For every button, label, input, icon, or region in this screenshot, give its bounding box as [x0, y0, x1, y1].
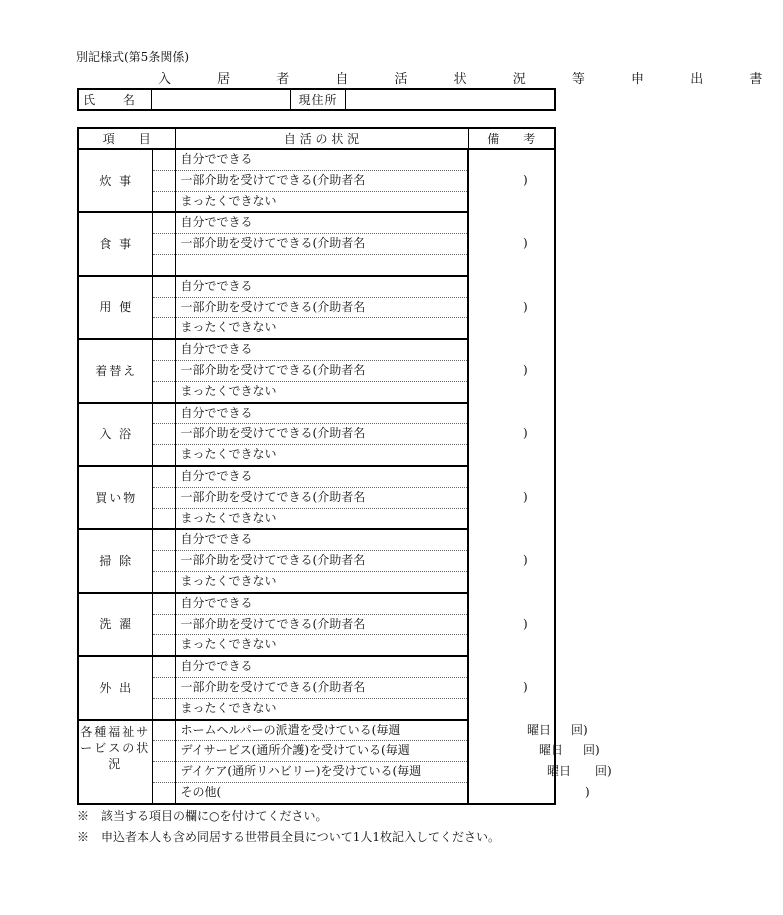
service-option	[175, 720, 588, 741]
partial-assist-text: 一部介助を受けてできる(介助者名	[180, 426, 366, 441]
service-text: その他(	[180, 784, 222, 799]
service-option	[175, 741, 600, 762]
closing-paren: )	[523, 172, 528, 187]
times-label: 回)	[571, 722, 588, 737]
status-option: 自分でできる	[175, 466, 468, 487]
category-label: 洗 濯	[78, 593, 152, 656]
status-option: 自分でできる	[175, 656, 468, 677]
form-reference: 別記様式(第5条関係)	[76, 50, 189, 64]
check-mark-cell[interactable]	[152, 403, 175, 424]
status-option: まったくできない	[175, 445, 468, 466]
check-mark-cell[interactable]	[152, 635, 175, 656]
status-option: まったくできない	[175, 571, 468, 592]
status-option	[175, 360, 528, 381]
partial-assist-text: 一部介助を受けてできる(介助者名	[180, 172, 366, 187]
category-label: 買い物	[78, 466, 152, 529]
closing-paren: )	[523, 616, 528, 631]
remarks-cell[interactable]	[468, 149, 555, 804]
check-mark-cell[interactable]	[152, 508, 175, 529]
column-header-status: 自 活 の 状 況	[175, 128, 468, 149]
partial-assist-text: 一部介助を受けてできる(介助者名	[180, 299, 366, 314]
status-option: 自分でできる	[175, 276, 468, 297]
check-mark-cell[interactable]	[152, 698, 175, 719]
closing-paren: )	[523, 679, 528, 694]
check-mark-cell[interactable]	[152, 339, 175, 360]
check-mark-cell[interactable]	[152, 381, 175, 402]
check-mark-cell[interactable]	[152, 445, 175, 466]
status-option	[175, 297, 528, 318]
status-option	[175, 234, 528, 255]
check-mark-cell[interactable]	[152, 191, 175, 212]
status-option	[175, 677, 528, 698]
status-option: まったくできない	[175, 698, 468, 719]
address-label: 現住所	[291, 89, 346, 110]
closing-paren: )	[523, 299, 528, 314]
check-mark-cell[interactable]	[152, 677, 175, 698]
check-mark-cell[interactable]	[152, 571, 175, 592]
times-label: 回)	[595, 764, 612, 779]
name-label: 氏 名	[78, 89, 152, 110]
check-mark-cell[interactable]	[152, 656, 175, 677]
check-mark-cell[interactable]	[152, 487, 175, 508]
category-label: 掃 除	[78, 529, 152, 592]
status-option	[175, 424, 528, 445]
check-mark-cell[interactable]	[152, 276, 175, 297]
service-text: ホームヘルパーの派遣を受けている(毎週	[180, 722, 401, 737]
table-row	[78, 149, 555, 170]
service-option	[175, 762, 612, 783]
weekday-label: 曜日	[547, 764, 572, 779]
check-mark-cell[interactable]	[152, 297, 175, 318]
category-label: 外 出	[78, 656, 152, 719]
category-label: 入 浴	[78, 403, 152, 466]
column-header-item: 項 目	[78, 128, 175, 149]
status-option: 自分でできる	[175, 529, 468, 550]
status-option: まったくできない	[175, 191, 468, 212]
check-mark-cell[interactable]	[152, 741, 175, 762]
service-text: デイケア(通所リハビリー)を受けている(毎週	[180, 764, 422, 779]
check-mark-cell[interactable]	[152, 593, 175, 614]
status-option	[175, 551, 528, 572]
applicant-header-table	[77, 88, 556, 111]
status-option	[175, 614, 528, 635]
closing-paren: )	[523, 489, 528, 504]
name-field[interactable]	[152, 89, 291, 110]
status-option	[175, 254, 468, 275]
self-reliance-table	[77, 127, 612, 805]
check-mark-cell[interactable]	[152, 529, 175, 550]
check-mark-cell[interactable]	[152, 551, 175, 572]
check-mark-cell[interactable]	[152, 424, 175, 445]
category-label: 食 事	[78, 212, 152, 275]
service-text: デイサービス(通所介護)を受けている(毎週	[180, 743, 410, 758]
times-label: )	[585, 784, 590, 799]
status-option: まったくできない	[175, 318, 468, 339]
partial-assist-text: 一部介助を受けてできる(介助者名	[180, 362, 366, 377]
status-option	[175, 487, 528, 508]
check-mark-cell[interactable]	[152, 360, 175, 381]
partial-assist-text: 一部介助を受けてできる(介助者名	[180, 679, 366, 694]
note-2: ※ 申込者本人も含め同居する世帯員全員について1人1枚記入してください。	[77, 830, 501, 844]
check-mark-cell[interactable]	[152, 149, 175, 170]
status-option: 自分でできる	[175, 339, 468, 360]
check-mark-cell[interactable]	[152, 212, 175, 233]
partial-assist-text: 一部介助を受けてできる(介助者名	[180, 553, 366, 568]
check-mark-cell[interactable]	[152, 466, 175, 487]
closing-paren: )	[523, 553, 528, 568]
check-mark-cell[interactable]	[152, 782, 175, 803]
status-option: まったくできない	[175, 635, 468, 656]
status-option: 自分でできる	[175, 593, 468, 614]
partial-assist-text: 一部介助を受けてできる(介助者名	[180, 236, 366, 251]
status-option: 自分でできる	[175, 403, 468, 424]
closing-paren: )	[523, 426, 528, 441]
status-option: 自分でできる	[175, 212, 468, 233]
status-option: まったくできない	[175, 508, 468, 529]
category-label: 着替え	[78, 339, 152, 402]
note-1: ※ 該当する項目の欄に○を付けてください。	[77, 809, 328, 823]
closing-paren: )	[523, 362, 528, 377]
check-mark-cell[interactable]	[152, 762, 175, 783]
times-label: 回)	[583, 743, 600, 758]
category-label: 炊 事	[78, 149, 152, 212]
status-option: まったくできない	[175, 381, 468, 402]
address-field[interactable]	[346, 89, 556, 110]
status-option	[175, 170, 528, 191]
weekday-label: 曜日	[539, 743, 564, 758]
check-mark-cell[interactable]	[152, 234, 175, 255]
column-header-remarks: 備 考	[468, 128, 555, 149]
service-option	[175, 782, 590, 803]
form-title: 入 居 者 自 活 状 況 等 申 出 書	[158, 72, 783, 87]
weekday-label: 曜日	[527, 722, 552, 737]
check-mark-cell[interactable]	[152, 254, 175, 275]
partial-assist-text: 一部介助を受けてできる(介助者名	[180, 489, 366, 504]
services-label: 各種福祉サービスの状況	[78, 720, 152, 804]
check-mark-cell[interactable]	[152, 170, 175, 191]
check-mark-cell[interactable]	[152, 318, 175, 339]
check-mark-cell[interactable]	[152, 720, 175, 741]
partial-assist-text: 一部介助を受けてできる(介助者名	[180, 616, 366, 631]
check-mark-cell[interactable]	[152, 614, 175, 635]
status-option: 自分でできる	[175, 149, 468, 170]
closing-paren: )	[523, 236, 528, 251]
category-label: 用 便	[78, 276, 152, 339]
